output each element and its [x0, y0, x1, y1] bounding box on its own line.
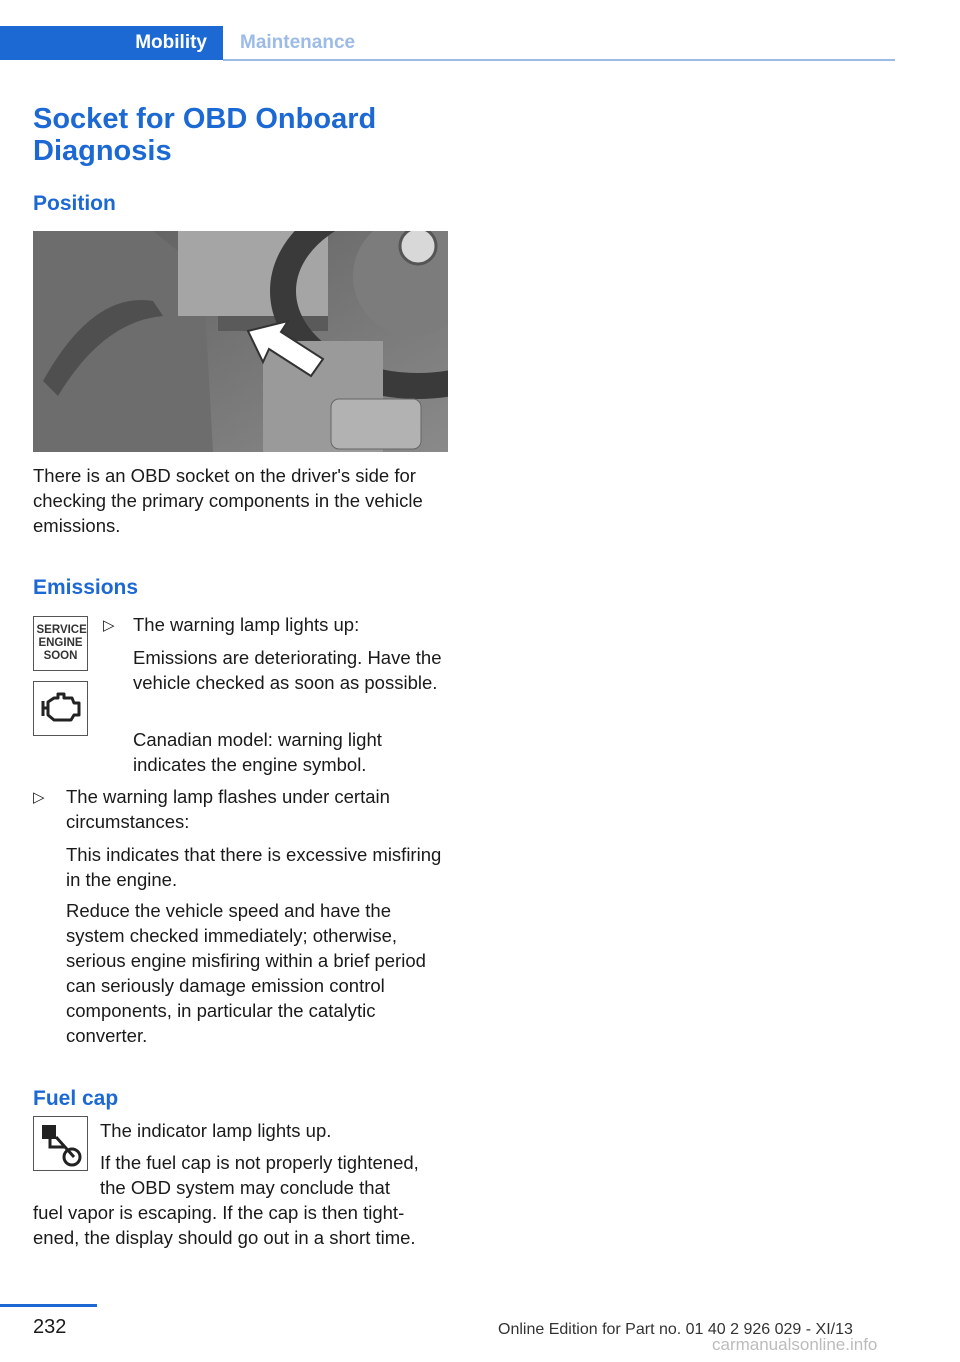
emissions-item2-title: The warning lamp flashes under certain circumstances:	[66, 786, 390, 832]
edition-info: Online Edition for Part no. 01 40 2 926 029 - XI/13	[498, 1321, 853, 1338]
header-divider	[223, 59, 895, 61]
tab-mobility[interactable]: Mobility	[0, 26, 223, 60]
fuel-cap-line5: ened, the display should go out in a short time.	[33, 1227, 416, 1248]
fuel-cap-line2: If the fuel cap is not properly tightened,	[100, 1152, 419, 1173]
check-engine-icon	[33, 681, 88, 736]
emissions-item1-p2: Canadian model: warning light indicates the engine symbol.	[133, 729, 382, 775]
bullet-triangle-icon: ▷	[103, 617, 115, 634]
bullet-triangle-icon: ▷	[33, 789, 45, 806]
footer-divider	[0, 1304, 97, 1307]
service-engine-soon-icon: SERVICE ENGINE SOON	[33, 616, 88, 671]
emissions-item2-p1: This indicates that there is excessive misfiring in the engine.	[66, 844, 442, 890]
obd-socket-photo	[33, 231, 448, 452]
emissions-item1-p1: Emissions are deteriorating. Have the vehicle checked as soon as possible.	[133, 647, 442, 693]
emissions-heading: Emissions	[33, 576, 139, 599]
fuel-cap-line3: the OBD system may conclude that	[100, 1177, 390, 1198]
position-heading: Position	[33, 192, 116, 215]
page-number: 232	[33, 1316, 67, 1338]
position-description: There is an OBD socket on the driver's side for checking the primary components in the vehicle emissions.	[33, 465, 423, 536]
header-tabs	[0, 26, 895, 62]
fuel-cap-line1: The indicator lamp lights up.	[100, 1120, 332, 1141]
tab-maintenance[interactable]: Maintenance	[240, 32, 356, 53]
fuel-cap-heading: Fuel cap	[33, 1087, 119, 1110]
fuel-cap-line4: fuel vapor is escaping. If the cap is then tight-	[33, 1202, 405, 1223]
section-title: Socket for OBD Onboard Diagnosis	[33, 103, 377, 167]
emissions-item2-p2: Reduce the vehicle speed and have the system checked immediately; otherwise, serious engine misfiring within a brief period can seriously damage emission control components, in particular the catalytic converter.	[66, 900, 426, 1046]
fuel-cap-icon	[33, 1116, 88, 1171]
emissions-item1-title: The warning lamp lights up:	[133, 614, 360, 635]
watermark: carmanualsonline.info	[712, 1335, 878, 1354]
